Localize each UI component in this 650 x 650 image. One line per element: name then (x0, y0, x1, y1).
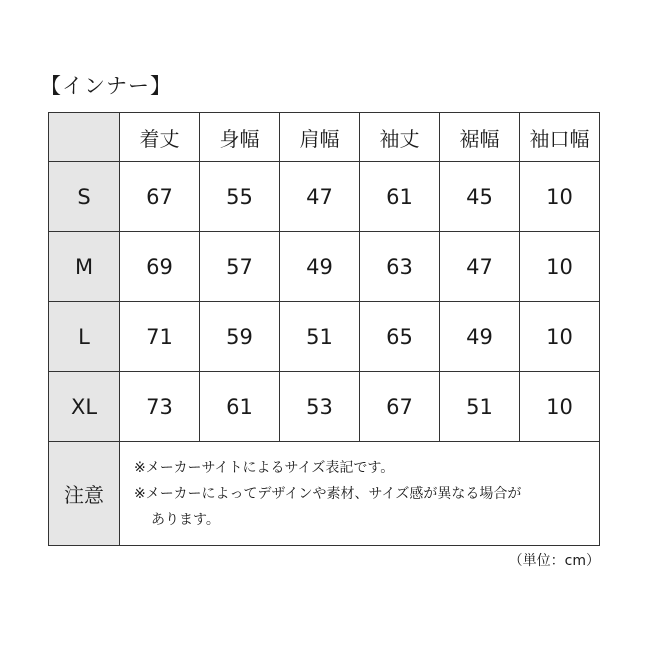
size-table (48, 112, 600, 546)
notes-line: ※メーカーサイトによるサイズ表記です。 (134, 459, 395, 476)
column-header: 肩幅 (280, 113, 360, 162)
table-cell: 51 (440, 372, 520, 442)
size-label: XL (49, 372, 120, 442)
table-header-row (49, 113, 600, 162)
table-cell: 73 (120, 372, 200, 442)
table-row (49, 372, 600, 442)
size-label: M (49, 232, 120, 302)
unit-note: （単位：cm） (508, 553, 600, 569)
table-cell: 61 (360, 162, 440, 232)
page-title: 【インナー】 (40, 74, 172, 98)
table-cell: 67 (120, 162, 200, 232)
size-label: S (49, 162, 120, 232)
table-cell: 10 (520, 372, 600, 442)
table-row (49, 232, 600, 302)
table-cell: 10 (520, 302, 600, 372)
notes-cell (120, 442, 600, 546)
table-cell: 49 (440, 302, 520, 372)
table-cell: 55 (200, 162, 280, 232)
column-header: 裾幅 (440, 113, 520, 162)
table-cell: 57 (200, 232, 280, 302)
table-cell: 49 (280, 232, 360, 302)
table-corner-cell (49, 113, 120, 162)
table-cell: 71 (120, 302, 200, 372)
table-cell: 67 (360, 372, 440, 442)
table-cell: 65 (360, 302, 440, 372)
table-cell: 61 (200, 372, 280, 442)
table-cell: 63 (360, 232, 440, 302)
column-header: 袖丈 (360, 113, 440, 162)
notes-line: あります。 (151, 511, 220, 528)
table-row (49, 162, 600, 232)
table-cell: 53 (280, 372, 360, 442)
notes-line: ※メーカーによってデザインや素材、サイズ感が異なる場合が (134, 485, 522, 502)
table-row (49, 302, 600, 372)
column-header: 身幅 (200, 113, 280, 162)
table-cell: 59 (200, 302, 280, 372)
table-cell: 47 (440, 232, 520, 302)
table-cell: 45 (440, 162, 520, 232)
notes-row (49, 442, 600, 546)
table-cell: 69 (120, 232, 200, 302)
table-cell: 47 (280, 162, 360, 232)
column-header: 着丈 (120, 113, 200, 162)
size-label: L (49, 302, 120, 372)
notes-label: 注意 (49, 442, 120, 546)
column-header: 袖口幅 (520, 113, 600, 162)
table-cell: 10 (520, 162, 600, 232)
table-cell: 51 (280, 302, 360, 372)
table-cell: 10 (520, 232, 600, 302)
